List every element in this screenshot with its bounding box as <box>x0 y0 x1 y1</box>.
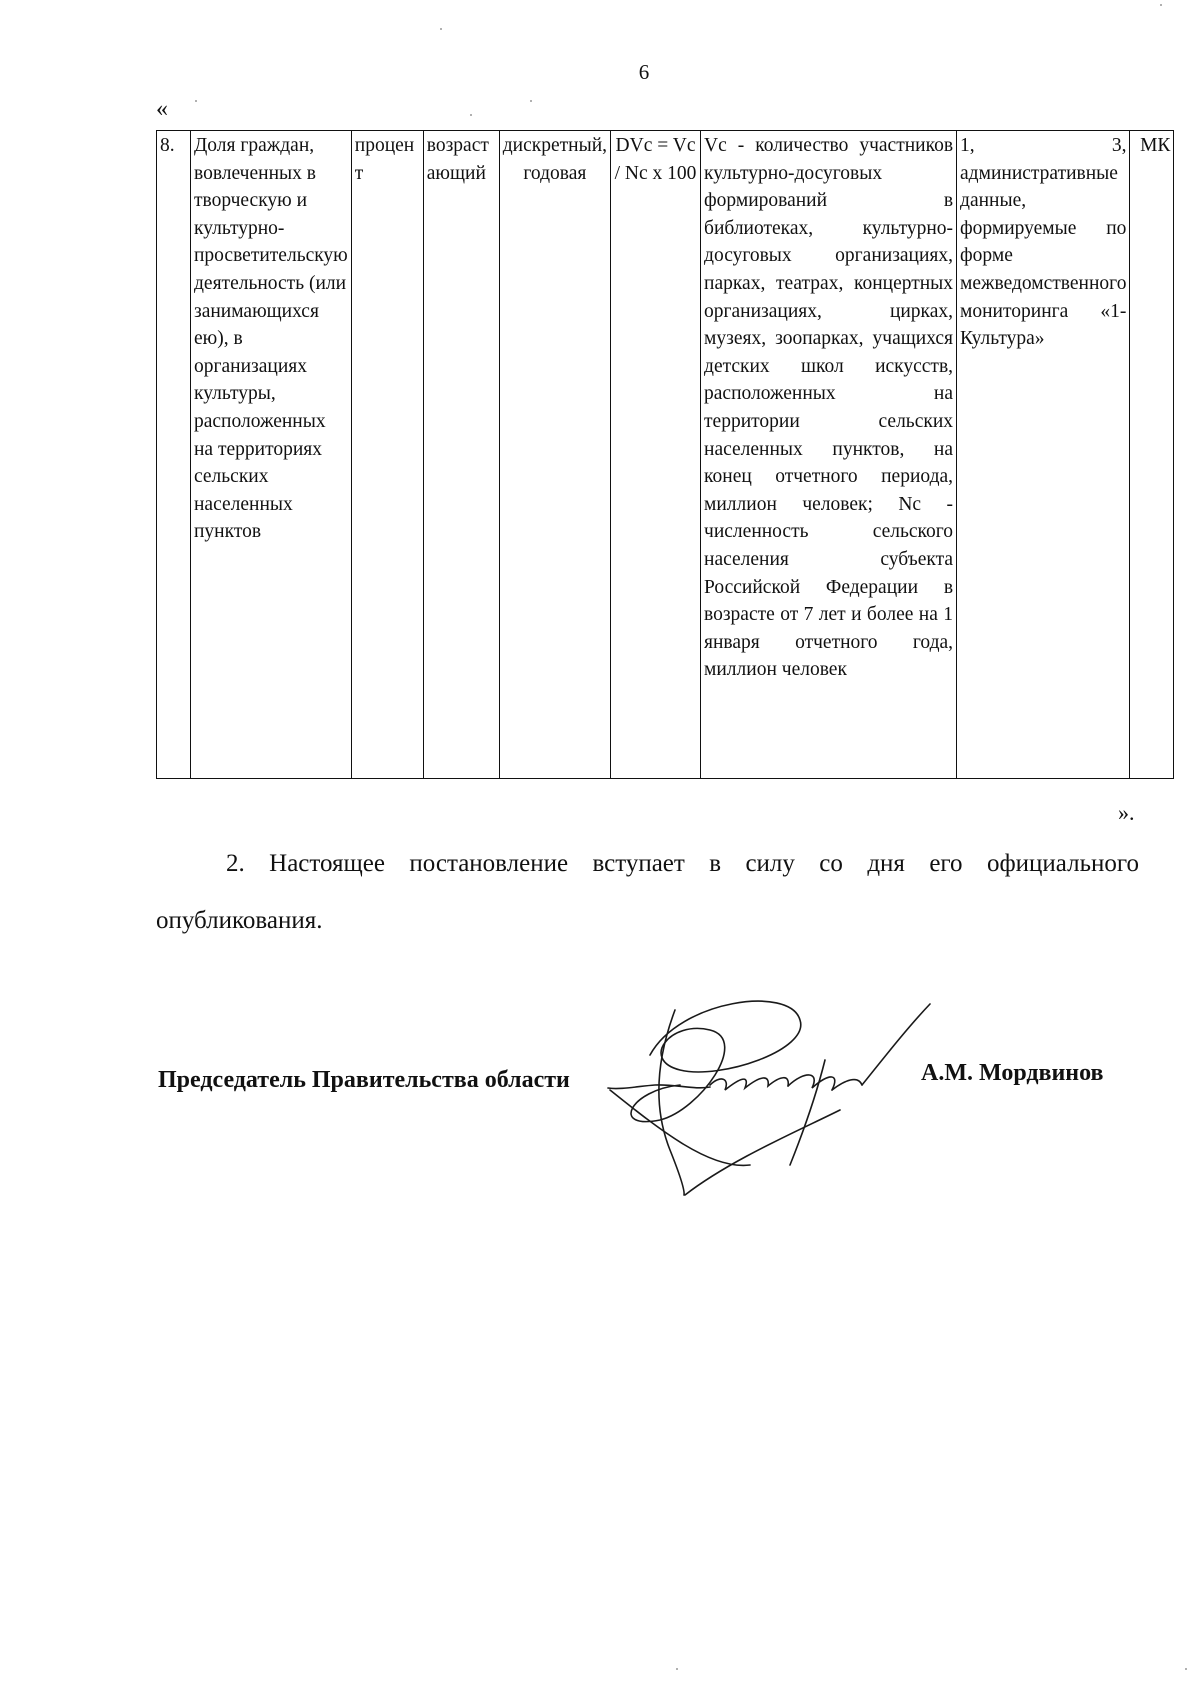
indicator-table <box>156 130 1174 779</box>
handwritten-signature <box>600 990 960 1210</box>
scan-speck <box>470 114 472 116</box>
opening-quote: « <box>156 96 168 122</box>
scan-speck <box>530 100 532 102</box>
signatory-name: А.М. Мордвинов <box>921 1060 1104 1086</box>
formula-cell: DVc = Vc / Nc x 100 <box>611 131 701 779</box>
effective-date-paragraph: 2. Настоящее постановление вступает в силу со дня его официального опубликования. <box>156 850 1139 934</box>
scan-speck <box>195 100 197 102</box>
frequency-cell: дискретный, годовая <box>499 131 610 779</box>
table-row <box>157 131 1174 779</box>
source-cell: 1, 3, административные данные, формируемые по форме межведомственного мониторинга «1-Культура» <box>957 131 1130 779</box>
scan-speck <box>1185 1668 1187 1670</box>
unit-cell: процент <box>351 131 423 779</box>
row-number-cell: 8. <box>157 131 191 779</box>
indicator-name-cell: Доля граждан, вовлеченных в творческую и культурно-просветительскую деятельность (или занимающихся ею), в организациях культуры, расположенных на территориях сельских населенных пунктов <box>191 131 352 779</box>
scan-speck <box>440 28 442 30</box>
scan-speck <box>676 1668 678 1670</box>
responsible-cell: МК <box>1130 131 1174 779</box>
page-number: 6 <box>638 60 650 84</box>
description-cell: Vc - количество участников культурно-досуговых формирований в библиотеках, культурно-досуговых организациях, парках, театрах, концертных организациях, цирках, музеях, зоопарках, учащихся детских школ искусств, расположенных на территории сельских населенных пунктов, на конец отчетного периода, миллион человек; Nc - численность сельского населения субъекта Российской Федерации в возрасте от 7 лет и более на 1 января отчетного года, миллион человек <box>701 131 957 779</box>
trend-cell: возрастающий <box>423 131 499 779</box>
closing-quote: ». <box>1118 800 1135 825</box>
scan-speck <box>1160 4 1162 6</box>
signatory-title: Председатель Правительства области <box>158 1067 570 1093</box>
